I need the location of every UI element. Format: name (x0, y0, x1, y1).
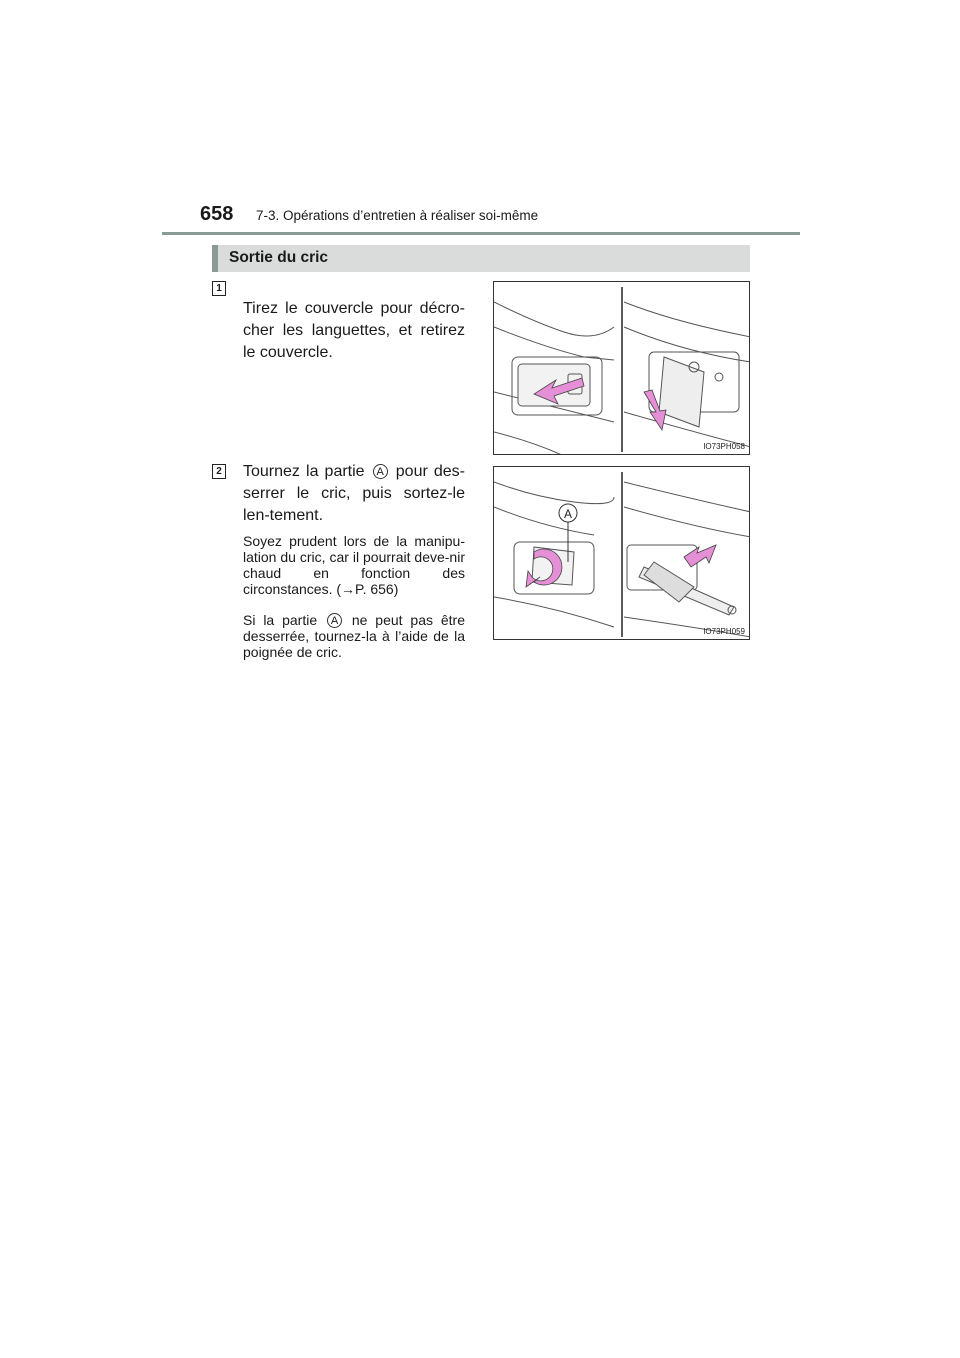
section-header (212, 245, 750, 272)
figure-code: IO73PH058 (703, 442, 745, 451)
cover-removal-illustration (494, 282, 750, 455)
step-1-text: Tirez le couvercle pour décro-cher les languettes, et retirez le couvercle. (243, 300, 465, 361)
step-2-note-2 (243, 612, 465, 660)
figure-code: IO73PH059 (703, 627, 745, 636)
part-a-marker-note: A (327, 613, 342, 628)
note-2-after: ne peut pas être desserrée, tournez-la à l’aide de la poignée de cric. (243, 612, 465, 660)
step-2-text-before: Tournez la partie (243, 463, 365, 480)
note-2-before: Si la partie (243, 612, 318, 628)
part-a-marker: A (373, 464, 388, 479)
slide-out-arrow-icon (684, 545, 716, 567)
step-1-figure (493, 281, 750, 455)
section-title: Sortie du cric (229, 249, 329, 266)
step-2-note-1: Soyez prudent lors de la manipu-lation du cric, car il pourrait deve-nir chaud en fonction des circonstances. (→P. 656) (243, 533, 465, 597)
step-2-text (243, 461, 465, 527)
part-a-callout-label: A (564, 507, 573, 521)
jack-removal-illustration (494, 467, 750, 640)
running-head: 7-3. Opérations d’entretien à réaliser soi-même (256, 208, 539, 223)
step-1-badge: 1 (212, 281, 226, 296)
page-number: 658 (200, 203, 234, 225)
step-2-figure (493, 466, 750, 640)
header-rule (162, 232, 800, 235)
step-2-text-after: pour des-serrer le cric, puis sortez-le len-tement. (243, 463, 465, 524)
step-2-badge: 2 (212, 464, 226, 479)
